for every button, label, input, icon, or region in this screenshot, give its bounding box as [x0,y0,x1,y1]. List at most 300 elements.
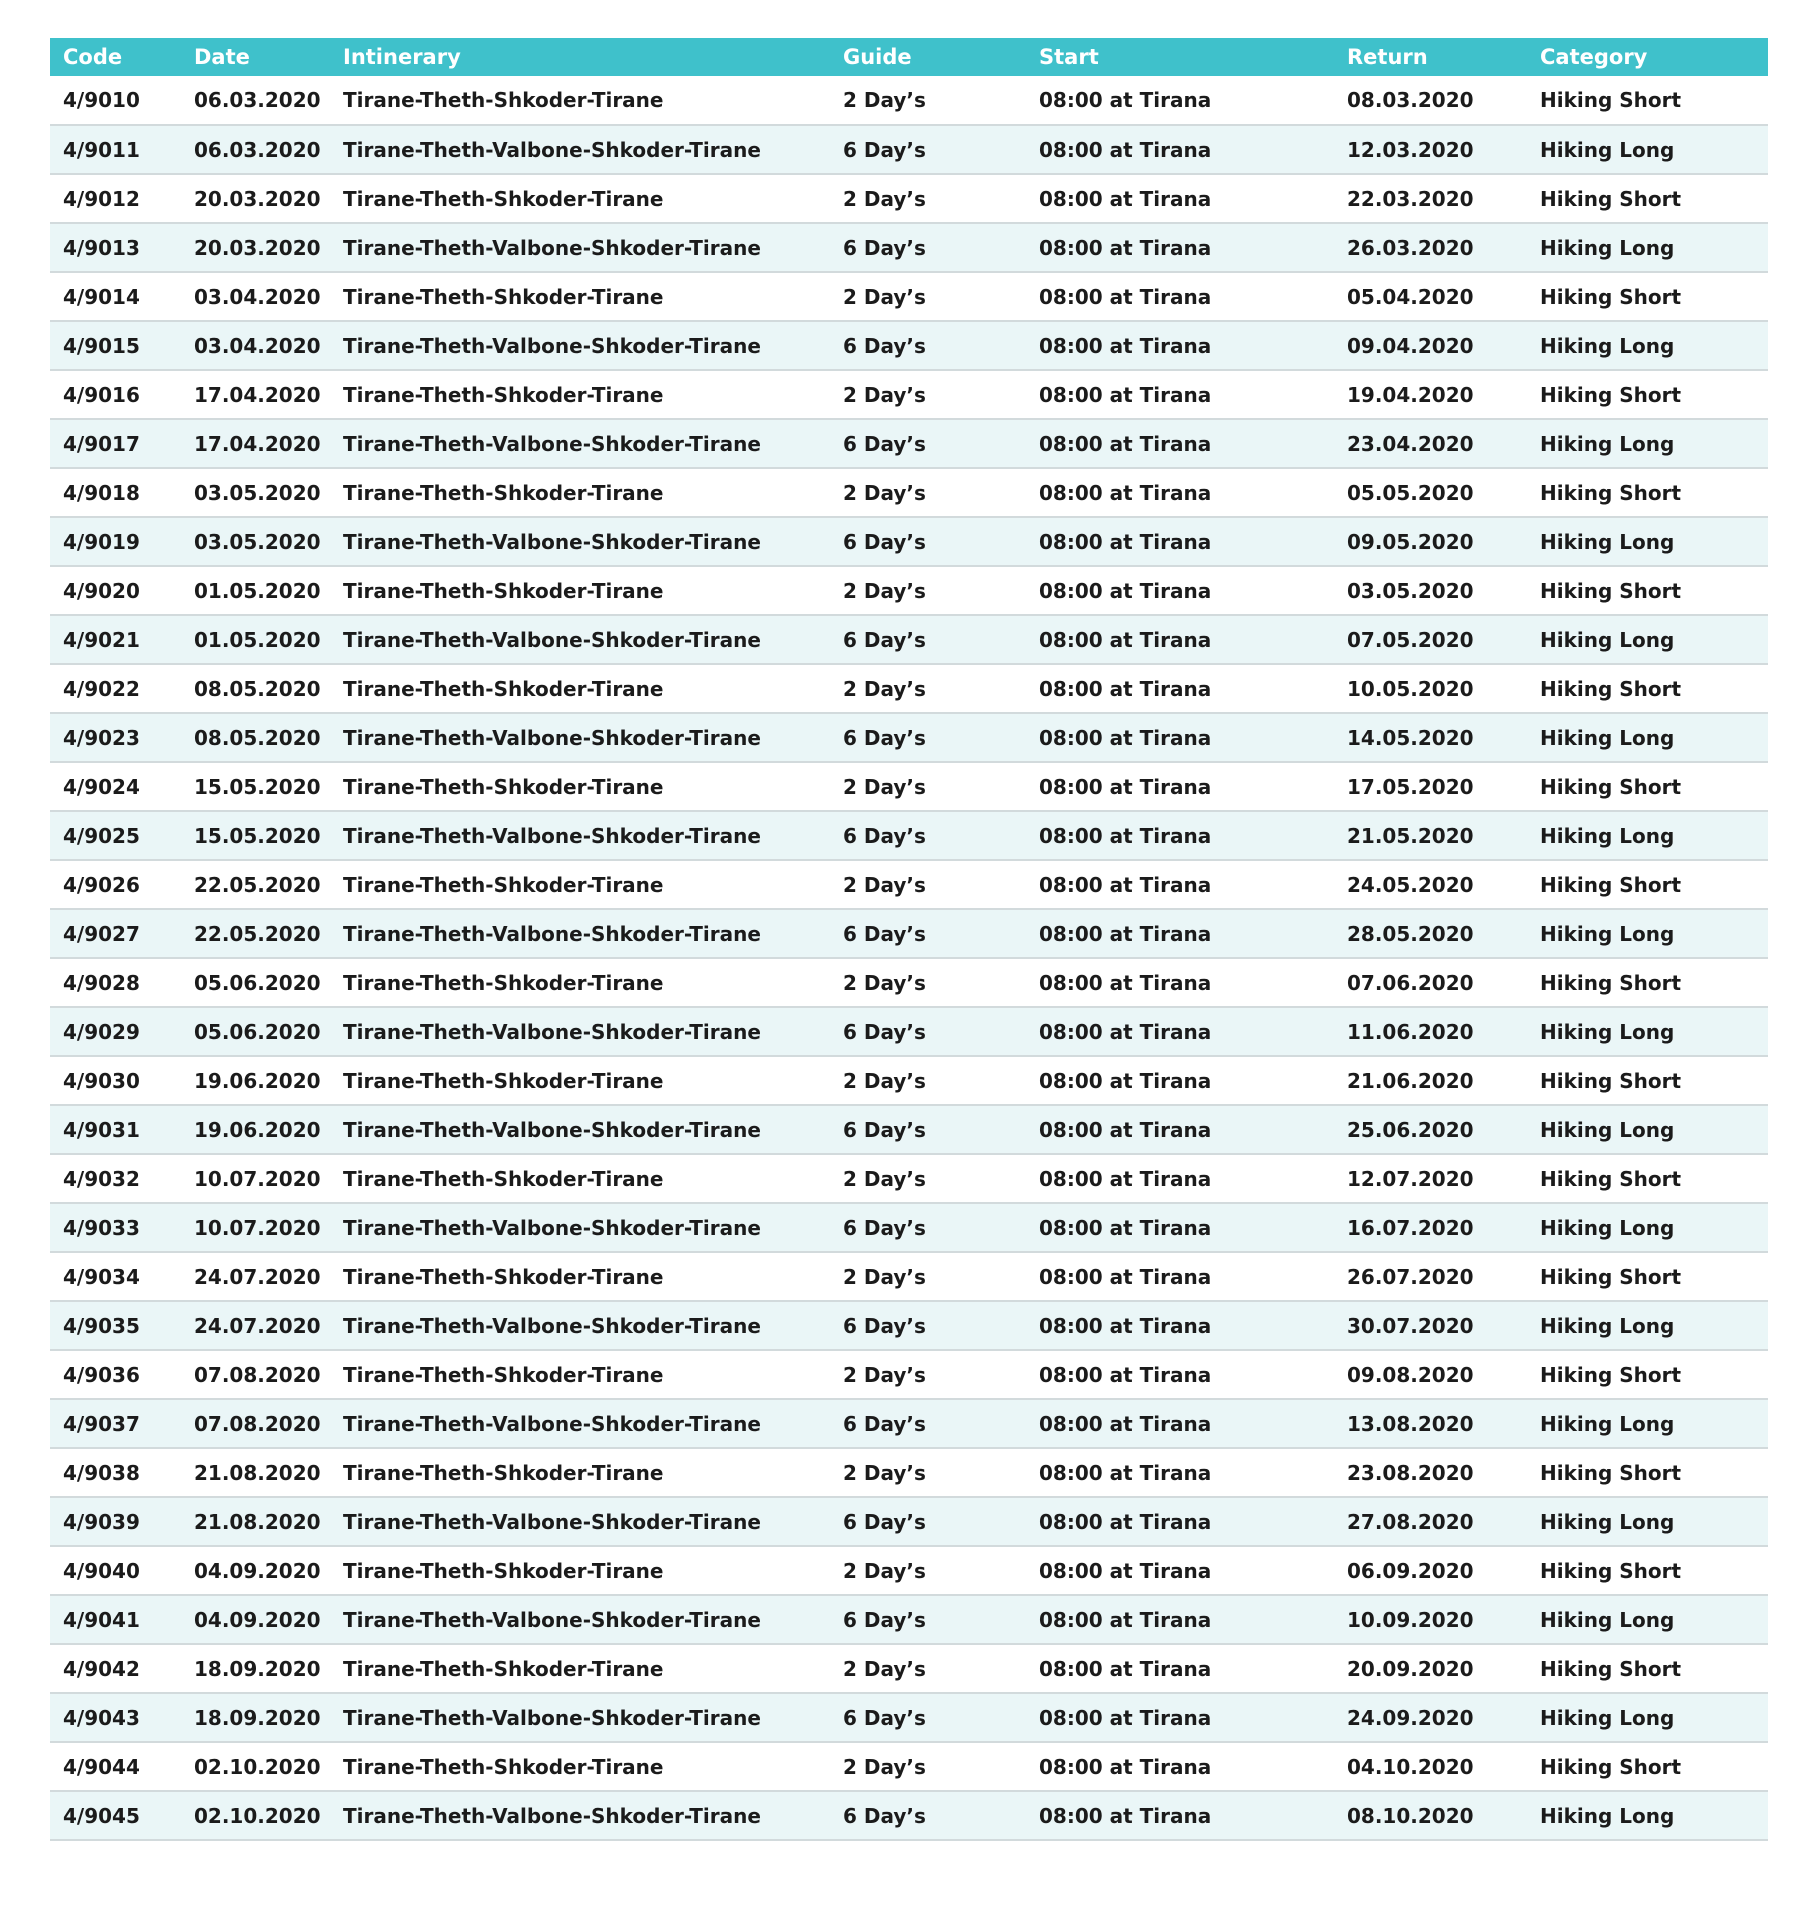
cell-date: 17.04.2020 [194,431,321,456]
cell-guide: 6 Day’s [843,431,926,456]
cell-start: 08:00 at Tirana [1039,1803,1212,1828]
cell-date: 18.09.2020 [194,1656,321,1681]
cell-return: 21.05.2020 [1347,823,1474,848]
header-return: Return [1347,45,1428,69]
cell-itinerary: Tirane-Theth-Valbone-Shkoder-Tirane [343,823,761,848]
cell-itinerary: Tirane-Theth-Valbone-Shkoder-Tirane [343,1803,761,1828]
cell-code: 4/9016 [63,382,140,407]
table-row [50,1105,1768,1154]
cell-start: 08:00 at Tirana [1039,578,1212,603]
cell-start: 08:00 at Tirana [1039,1558,1212,1583]
cell-code: 4/9010 [63,88,140,112]
table-row [50,1791,1768,1840]
cell-code: 4/9017 [63,431,140,456]
cell-code: 4/9031 [63,1117,140,1142]
cell-code: 4/9036 [63,1362,140,1387]
cell-return: 08.03.2020 [1347,88,1474,112]
cell-guide: 6 Day’s [843,1117,926,1142]
cell-itinerary: Tirane-Theth-Shkoder-Tirane [343,88,664,112]
cell-code: 4/9024 [63,774,140,799]
cell-category: Hiking Long [1540,627,1675,652]
cell-itinerary: Tirane-Theth-Shkoder-Tirane [343,970,664,995]
cell-date: 19.06.2020 [194,1117,321,1142]
cell-date: 21.08.2020 [194,1509,321,1534]
cell-guide: 2 Day’s [843,1754,926,1779]
table-header [50,38,1768,76]
cell-guide: 6 Day’s [843,627,926,652]
cell-start: 08:00 at Tirana [1039,774,1212,799]
cell-return: 12.07.2020 [1347,1166,1474,1191]
cell-category: Hiking Short [1540,1558,1682,1583]
cell-start: 08:00 at Tirana [1039,1607,1212,1632]
cell-return: 14.05.2020 [1347,725,1474,750]
cell-code: 4/9040 [63,1558,140,1583]
cell-date: 22.05.2020 [194,921,321,946]
cell-itinerary: Tirane-Theth-Valbone-Shkoder-Tirane [343,1607,761,1632]
cell-date: 20.03.2020 [194,186,321,211]
cell-category: Hiking Short [1540,578,1682,603]
table-row [50,958,1768,1007]
cell-date: 06.03.2020 [194,137,321,162]
cell-itinerary: Tirane-Theth-Shkoder-Tirane [343,1264,664,1289]
cell-start: 08:00 at Tirana [1039,88,1212,112]
cell-return: 27.08.2020 [1347,1509,1474,1534]
cell-start: 08:00 at Tirana [1039,1166,1212,1191]
cell-category: Hiking Long [1540,725,1675,750]
cell-itinerary: Tirane-Theth-Shkoder-Tirane [343,774,664,799]
cell-return: 05.04.2020 [1347,284,1474,309]
cell-return: 10.09.2020 [1347,1607,1474,1632]
cell-code: 4/9042 [63,1656,140,1681]
cell-itinerary: Tirane-Theth-Valbone-Shkoder-Tirane [343,1215,761,1240]
cell-date: 18.09.2020 [194,1705,321,1730]
cell-itinerary: Tirane-Theth-Shkoder-Tirane [343,872,664,897]
table-row [50,517,1768,566]
cell-guide: 6 Day’s [843,1411,926,1436]
header-guide: Guide [843,45,912,69]
table-row [50,664,1768,713]
cell-category: Hiking Short [1540,676,1682,701]
cell-itinerary: Tirane-Theth-Shkoder-Tirane [343,186,664,211]
cell-itinerary: Tirane-Theth-Valbone-Shkoder-Tirane [343,1019,761,1044]
cell-guide: 2 Day’s [843,480,926,505]
cell-itinerary: Tirane-Theth-Valbone-Shkoder-Tirane [343,921,761,946]
cell-category: Hiking Long [1540,1607,1675,1632]
cell-category: Hiking Long [1540,1411,1675,1436]
cell-guide: 6 Day’s [843,823,926,848]
cell-guide: 6 Day’s [843,1607,926,1632]
cell-guide: 2 Day’s [843,382,926,407]
cell-date: 24.07.2020 [194,1313,321,1338]
cell-code: 4/9044 [63,1754,140,1779]
cell-start: 08:00 at Tirana [1039,823,1212,848]
cell-code: 4/9032 [63,1166,140,1191]
cell-guide: 6 Day’s [843,235,926,260]
cell-start: 08:00 at Tirana [1039,725,1212,750]
cell-return: 07.05.2020 [1347,627,1474,652]
cell-date: 02.10.2020 [194,1754,321,1779]
cell-itinerary: Tirane-Theth-Valbone-Shkoder-Tirane [343,431,761,456]
cell-category: Hiking Long [1540,333,1675,358]
cell-guide: 2 Day’s [843,1264,926,1289]
cell-return: 12.03.2020 [1347,137,1474,162]
cell-date: 20.03.2020 [194,235,321,260]
table-row [50,76,1768,125]
cell-itinerary: Tirane-Theth-Valbone-Shkoder-Tirane [343,1705,761,1730]
cell-date: 02.10.2020 [194,1803,321,1828]
cell-code: 4/9039 [63,1509,140,1534]
cell-guide: 2 Day’s [843,676,926,701]
cell-date: 08.05.2020 [194,676,321,701]
cell-itinerary: Tirane-Theth-Valbone-Shkoder-Tirane [343,725,761,750]
header-code: Code [63,45,123,69]
cell-start: 08:00 at Tirana [1039,529,1212,554]
cell-guide: 6 Day’s [843,1509,926,1534]
cell-return: 21.06.2020 [1347,1068,1474,1093]
cell-guide: 2 Day’s [843,1362,926,1387]
cell-code: 4/9035 [63,1313,140,1338]
cell-guide: 2 Day’s [843,872,926,897]
cell-guide: 6 Day’s [843,921,926,946]
cell-start: 08:00 at Tirana [1039,676,1212,701]
cell-category: Hiking Long [1540,137,1675,162]
cell-guide: 6 Day’s [843,529,926,554]
cell-start: 08:00 at Tirana [1039,970,1212,995]
cell-start: 08:00 at Tirana [1039,1313,1212,1338]
cell-guide: 6 Day’s [843,1313,926,1338]
cell-start: 08:00 at Tirana [1039,1705,1212,1730]
cell-category: Hiking Short [1540,1068,1682,1093]
table-row [50,762,1768,811]
cell-start: 08:00 at Tirana [1039,1754,1212,1779]
cell-return: 23.08.2020 [1347,1460,1474,1485]
cell-start: 08:00 at Tirana [1039,627,1212,652]
cell-return: 07.06.2020 [1347,970,1474,995]
cell-return: 23.04.2020 [1347,431,1474,456]
cell-guide: 6 Day’s [843,725,926,750]
cell-return: 25.06.2020 [1347,1117,1474,1142]
table-row [50,1154,1768,1203]
cell-category: Hiking Short [1540,186,1682,211]
cell-guide: 6 Day’s [843,137,926,162]
cell-guide: 6 Day’s [843,1215,926,1240]
cell-start: 08:00 at Tirana [1039,921,1212,946]
cell-start: 08:00 at Tirana [1039,1362,1212,1387]
cell-return: 09.05.2020 [1347,529,1474,554]
cell-category: Hiking Long [1540,823,1675,848]
cell-code: 4/9023 [63,725,140,750]
cell-date: 15.05.2020 [194,774,321,799]
table-row [50,1448,1768,1497]
cell-category: Hiking Short [1540,1460,1682,1485]
cell-start: 08:00 at Tirana [1039,382,1212,407]
table-row [50,1546,1768,1595]
table-row [50,811,1768,860]
cell-category: Hiking Long [1540,1215,1675,1240]
cell-date: 03.04.2020 [194,284,321,309]
cell-itinerary: Tirane-Theth-Shkoder-Tirane [343,1656,664,1681]
table-row [50,1350,1768,1399]
header-category: Category [1540,45,1648,69]
cell-category: Hiking Long [1540,431,1675,456]
cell-code: 4/9037 [63,1411,140,1436]
table-row [50,1497,1768,1546]
cell-category: Hiking Long [1540,1313,1675,1338]
cell-date: 10.07.2020 [194,1166,321,1191]
cell-code: 4/9038 [63,1460,140,1485]
cell-category: Hiking Long [1540,921,1675,946]
cell-itinerary: Tirane-Theth-Valbone-Shkoder-Tirane [343,1411,761,1436]
cell-date: 03.05.2020 [194,529,321,554]
cell-return: 09.08.2020 [1347,1362,1474,1387]
cell-category: Hiking Long [1540,235,1675,260]
cell-return: 20.09.2020 [1347,1656,1474,1681]
cell-start: 08:00 at Tirana [1039,1019,1212,1044]
cell-category: Hiking Long [1540,1803,1675,1828]
tour-schedule [50,38,1768,1841]
cell-date: 04.09.2020 [194,1607,321,1632]
cell-category: Hiking Short [1540,1264,1682,1289]
cell-category: Hiking Long [1540,529,1675,554]
cell-start: 08:00 at Tirana [1039,1656,1212,1681]
cell-category: Hiking Short [1540,88,1682,112]
cell-code: 4/9018 [63,480,140,505]
cell-code: 4/9027 [63,921,140,946]
cell-date: 05.06.2020 [194,1019,321,1044]
cell-date: 01.05.2020 [194,578,321,603]
cell-date: 19.06.2020 [194,1068,321,1093]
cell-start: 08:00 at Tirana [1039,1460,1212,1485]
cell-return: 13.08.2020 [1347,1411,1474,1436]
cell-code: 4/9015 [63,333,140,358]
cell-itinerary: Tirane-Theth-Shkoder-Tirane [343,480,664,505]
table-row [50,860,1768,909]
cell-code: 4/9021 [63,627,140,652]
cell-start: 08:00 at Tirana [1039,235,1212,260]
cell-itinerary: Tirane-Theth-Shkoder-Tirane [343,1362,664,1387]
cell-category: Hiking Short [1540,1754,1682,1779]
cell-itinerary: Tirane-Theth-Valbone-Shkoder-Tirane [343,333,761,358]
cell-return: 16.07.2020 [1347,1215,1474,1240]
cell-category: Hiking Short [1540,480,1682,505]
cell-guide: 2 Day’s [843,1068,926,1093]
cell-category: Hiking Short [1540,774,1682,799]
table-row [50,321,1768,370]
cell-code: 4/9043 [63,1705,140,1730]
cell-return: 26.03.2020 [1347,235,1474,260]
cell-code: 4/9026 [63,872,140,897]
cell-start: 08:00 at Tirana [1039,1509,1212,1534]
table-body [50,76,1768,1840]
cell-return: 09.04.2020 [1347,333,1474,358]
cell-start: 08:00 at Tirana [1039,284,1212,309]
cell-itinerary: Tirane-Theth-Shkoder-Tirane [343,676,664,701]
cell-itinerary: Tirane-Theth-Valbone-Shkoder-Tirane [343,1117,761,1142]
cell-start: 08:00 at Tirana [1039,1215,1212,1240]
cell-code: 4/9028 [63,970,140,995]
table-row [50,566,1768,615]
table-row [50,272,1768,321]
cell-code: 4/9025 [63,823,140,848]
cell-date: 08.05.2020 [194,725,321,750]
cell-date: 10.07.2020 [194,1215,321,1240]
cell-category: Hiking Short [1540,284,1682,309]
table-row [50,1595,1768,1644]
cell-itinerary: Tirane-Theth-Shkoder-Tirane [343,1068,664,1093]
cell-itinerary: Tirane-Theth-Valbone-Shkoder-Tirane [343,235,761,260]
cell-start: 08:00 at Tirana [1039,1068,1212,1093]
table-row [50,174,1768,223]
table-row [50,1742,1768,1791]
cell-date: 03.04.2020 [194,333,321,358]
cell-guide: 2 Day’s [843,186,926,211]
cell-date: 07.08.2020 [194,1411,321,1436]
header-date: Date [194,45,250,69]
table-row [50,1399,1768,1448]
tour-schedule-table [50,38,1768,1841]
cell-date: 03.05.2020 [194,480,321,505]
cell-start: 08:00 at Tirana [1039,137,1212,162]
cell-itinerary: Tirane-Theth-Valbone-Shkoder-Tirane [343,627,761,652]
cell-return: 26.07.2020 [1347,1264,1474,1289]
cell-date: 01.05.2020 [194,627,321,652]
cell-return: 03.05.2020 [1347,578,1474,603]
table-row [50,615,1768,664]
cell-return: 11.06.2020 [1347,1019,1474,1044]
cell-start: 08:00 at Tirana [1039,431,1212,456]
cell-category: Hiking Short [1540,382,1682,407]
cell-code: 4/9030 [63,1068,140,1093]
cell-return: 19.04.2020 [1347,382,1474,407]
table-row [50,468,1768,517]
cell-code: 4/9020 [63,578,140,603]
cell-return: 24.09.2020 [1347,1705,1474,1730]
table-row [50,713,1768,762]
cell-guide: 2 Day’s [843,284,926,309]
cell-start: 08:00 at Tirana [1039,333,1212,358]
header-start: Start [1039,45,1099,69]
cell-itinerary: Tirane-Theth-Shkoder-Tirane [343,1558,664,1583]
cell-category: Hiking Short [1540,1656,1682,1681]
cell-category: Hiking Short [1540,1166,1682,1191]
table-row [50,1644,1768,1693]
cell-guide: 2 Day’s [843,88,926,112]
cell-code: 4/9029 [63,1019,140,1044]
cell-guide: 6 Day’s [843,1019,926,1044]
cell-code: 4/9034 [63,1264,140,1289]
cell-date: 07.08.2020 [194,1362,321,1387]
cell-guide: 2 Day’s [843,774,926,799]
cell-category: Hiking Long [1540,1117,1675,1142]
table-row [50,1203,1768,1252]
cell-category: Hiking Long [1540,1019,1675,1044]
cell-date: 21.08.2020 [194,1460,321,1485]
cell-code: 4/9019 [63,529,140,554]
table-row [50,125,1768,174]
cell-code: 4/9045 [63,1803,140,1828]
cell-itinerary: Tirane-Theth-Valbone-Shkoder-Tirane [343,529,761,554]
cell-return: 28.05.2020 [1347,921,1474,946]
table-row [50,1007,1768,1056]
cell-itinerary: Tirane-Theth-Shkoder-Tirane [343,1754,664,1779]
table-row [50,419,1768,468]
cell-return: 30.07.2020 [1347,1313,1474,1338]
cell-category: Hiking Short [1540,970,1682,995]
table-row [50,909,1768,958]
cell-itinerary: Tirane-Theth-Valbone-Shkoder-Tirane [343,1313,761,1338]
cell-code: 4/9022 [63,676,140,701]
cell-guide: 2 Day’s [843,1656,926,1681]
cell-guide: 2 Day’s [843,1460,926,1485]
cell-date: 04.09.2020 [194,1558,321,1583]
header-row [50,38,1768,76]
cell-guide: 2 Day’s [843,1558,926,1583]
cell-itinerary: Tirane-Theth-Shkoder-Tirane [343,382,664,407]
cell-code: 4/9014 [63,284,140,309]
cell-return: 24.05.2020 [1347,872,1474,897]
cell-category: Hiking Long [1540,1705,1675,1730]
cell-start: 08:00 at Tirana [1039,1117,1212,1142]
cell-code: 4/9041 [63,1607,140,1632]
cell-itinerary: Tirane-Theth-Shkoder-Tirane [343,1166,664,1191]
cell-return: 06.09.2020 [1347,1558,1474,1583]
table-row [50,1252,1768,1301]
cell-itinerary: Tirane-Theth-Shkoder-Tirane [343,578,664,603]
cell-category: Hiking Short [1540,1362,1682,1387]
table-row [50,1693,1768,1742]
cell-date: 15.05.2020 [194,823,321,848]
cell-itinerary: Tirane-Theth-Shkoder-Tirane [343,284,664,309]
cell-code: 4/9011 [63,137,140,162]
cell-category: Hiking Long [1540,1509,1675,1534]
cell-return: 17.05.2020 [1347,774,1474,799]
cell-guide: 6 Day’s [843,1803,926,1828]
cell-return: 08.10.2020 [1347,1803,1474,1828]
cell-start: 08:00 at Tirana [1039,1264,1212,1289]
cell-guide: 2 Day’s [843,1166,926,1191]
cell-guide: 6 Day’s [843,333,926,358]
cell-itinerary: Tirane-Theth-Valbone-Shkoder-Tirane [343,137,761,162]
cell-start: 08:00 at Tirana [1039,480,1212,505]
cell-start: 08:00 at Tirana [1039,872,1212,897]
cell-return: 05.05.2020 [1347,480,1474,505]
cell-date: 06.03.2020 [194,88,321,112]
cell-return: 22.03.2020 [1347,186,1474,211]
cell-date: 17.04.2020 [194,382,321,407]
cell-date: 05.06.2020 [194,970,321,995]
cell-start: 08:00 at Tirana [1039,1411,1212,1436]
cell-guide: 2 Day’s [843,970,926,995]
table-row [50,370,1768,419]
cell-date: 22.05.2020 [194,872,321,897]
cell-itinerary: Tirane-Theth-Shkoder-Tirane [343,1460,664,1485]
cell-guide: 6 Day’s [843,1705,926,1730]
cell-start: 08:00 at Tirana [1039,186,1212,211]
header-itinerary: Intinerary [343,45,461,69]
table-row [50,223,1768,272]
cell-return: 10.05.2020 [1347,676,1474,701]
table-row [50,1301,1768,1350]
cell-guide: 2 Day’s [843,578,926,603]
cell-code: 4/9033 [63,1215,140,1240]
cell-return: 04.10.2020 [1347,1754,1474,1779]
cell-date: 24.07.2020 [194,1264,321,1289]
cell-code: 4/9012 [63,186,140,211]
table-row [50,1056,1768,1105]
cell-category: Hiking Short [1540,872,1682,897]
cell-itinerary: Tirane-Theth-Valbone-Shkoder-Tirane [343,1509,761,1534]
cell-code: 4/9013 [63,235,140,260]
